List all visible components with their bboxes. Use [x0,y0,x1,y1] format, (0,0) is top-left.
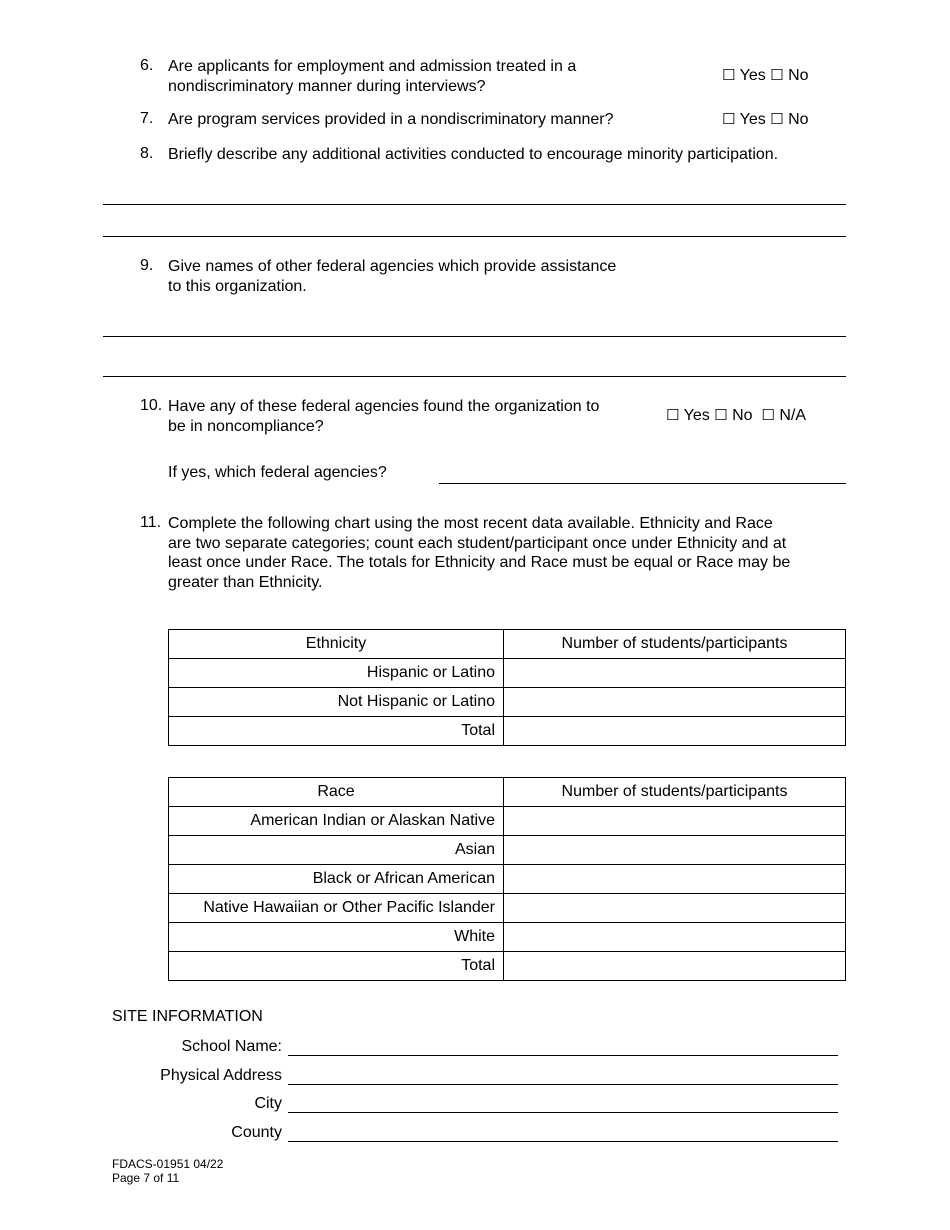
q10-followup-label: If yes, which federal agencies? [168,464,387,481]
q11-line4: greater than Ethnicity. [168,573,323,591]
q7-yes-option[interactable] [722,111,766,128]
physical-address-row [0,1067,950,1089]
q6-number: 6. [140,57,154,74]
city-field[interactable] [288,1112,838,1117]
q9-number: 9. [140,257,154,274]
q10-number: 10. [140,397,163,414]
q6-yes-option[interactable] [722,67,766,84]
race-header: Race [169,778,504,807]
count-header: Number of students/participants [504,778,846,807]
row-label: Native Hawaiian or Other Pacific Islander [169,894,504,923]
checkbox-icon[interactable]: ☐ [770,66,784,84]
yes-label: Yes [683,407,710,424]
table-row [169,807,846,836]
checkbox-icon[interactable]: ☐ [770,110,784,128]
table-header-row [169,778,846,807]
q10-na-option[interactable] [761,407,806,424]
q7-text: Are program services provided in a nondiscriminatory manner? [168,111,614,128]
school-name-field[interactable] [288,1055,838,1060]
county-label: County [231,1124,282,1141]
form-id: FDACS-01951 04/22 [112,1157,224,1171]
school-name-row [0,1038,950,1060]
count-cell[interactable] [504,807,846,836]
count-header: Number of students/participants [504,630,846,659]
count-cell[interactable] [504,836,846,865]
q6-text [168,57,576,97]
q10-text [168,397,599,437]
q9-answer-line-1[interactable] [103,336,846,337]
row-label: Total [169,952,504,981]
yes-label: Yes [739,111,766,128]
no-label: No [732,407,753,424]
table-header-row [169,630,846,659]
checkbox-icon[interactable]: ☐ [722,66,736,84]
page-number: Page 7 of 11 [112,1171,180,1185]
physical-address-label: Physical Address [160,1067,282,1084]
table-row [169,894,846,923]
row-label: Total [169,717,504,746]
q7-number: 7. [140,110,154,127]
q10-line1: Have any of these federal agencies found the organization to [168,398,600,415]
q9-answer-line-2[interactable] [103,376,846,377]
table-row [169,923,846,952]
checkbox-icon[interactable]: ☐ [761,406,775,424]
table-row [169,952,846,981]
q11-line2: are two separate categories; count each student/participant once under Ethnicity and at [168,534,787,552]
no-label: No [788,67,809,84]
count-cell[interactable] [504,923,846,952]
table-row [169,688,846,717]
table-row [169,659,846,688]
table-row [169,717,846,746]
county-row [0,1124,950,1146]
q8-answer-line-2[interactable] [103,236,846,237]
q6-line2: nondiscriminatory manner during interviews? [168,78,486,95]
count-cell[interactable] [504,952,846,981]
count-cell[interactable] [504,659,846,688]
q7-no-option[interactable] [770,111,808,128]
site-information-heading: SITE INFORMATION [112,1008,263,1025]
q10-line2: be in noncompliance? [168,418,324,435]
physical-address-field[interactable] [288,1084,838,1089]
race-table [168,777,846,981]
row-label: Hispanic or Latino [169,659,504,688]
ethnicity-header: Ethnicity [169,630,504,659]
q7-options [722,110,809,129]
checkbox-icon[interactable]: ☐ [666,406,680,424]
q11-line3: least once under Race. The totals for Ethnicity and Race must be equal or Race may be [168,554,791,571]
q11-line1: Complete the following chart using the most recent data available. Ethnicity and Race [168,515,773,532]
city-label: City [254,1095,282,1112]
school-name-label: School Name: [181,1038,282,1055]
q6-no-option[interactable] [770,67,808,84]
na-label: N/A [779,407,806,424]
no-label: No [788,111,809,128]
q11-text [168,514,790,592]
county-field[interactable] [288,1141,838,1146]
row-label: Black or African American [169,865,504,894]
q10-no-option[interactable] [714,407,752,424]
checkbox-icon[interactable]: ☐ [722,110,736,128]
row-label: American Indian or Alaskan Native [169,807,504,836]
yes-label: Yes [739,67,766,84]
checkbox-icon[interactable]: ☐ [714,406,728,424]
count-cell[interactable] [504,894,846,923]
city-row [0,1095,950,1117]
q6-line1: Are applicants for employment and admission treated in a [168,58,577,75]
count-cell[interactable] [504,865,846,894]
q10-options [666,406,806,425]
q9-text [168,257,616,297]
q10-yes-option[interactable] [666,407,710,424]
q6-options [722,66,809,85]
count-cell[interactable] [504,688,846,717]
q9-line1: Give names of other federal agencies which provide assistance [168,258,617,275]
q8-text: Briefly describe any additional activities conducted to encourage minority participation. [168,146,779,163]
q8-number: 8. [140,145,154,162]
q9-line2: to this organization. [168,278,307,295]
row-label: White [169,923,504,952]
table-row [169,836,846,865]
q11-number: 11. [140,514,162,531]
ethnicity-table [168,629,846,746]
table-row [169,865,846,894]
page-footer [112,1157,223,1185]
row-label: Asian [169,836,504,865]
q8-answer-line-1[interactable] [103,204,846,205]
row-label: Not Hispanic or Latino [169,688,504,717]
q10-agencies-line[interactable] [439,483,846,484]
count-cell[interactable] [504,717,846,746]
